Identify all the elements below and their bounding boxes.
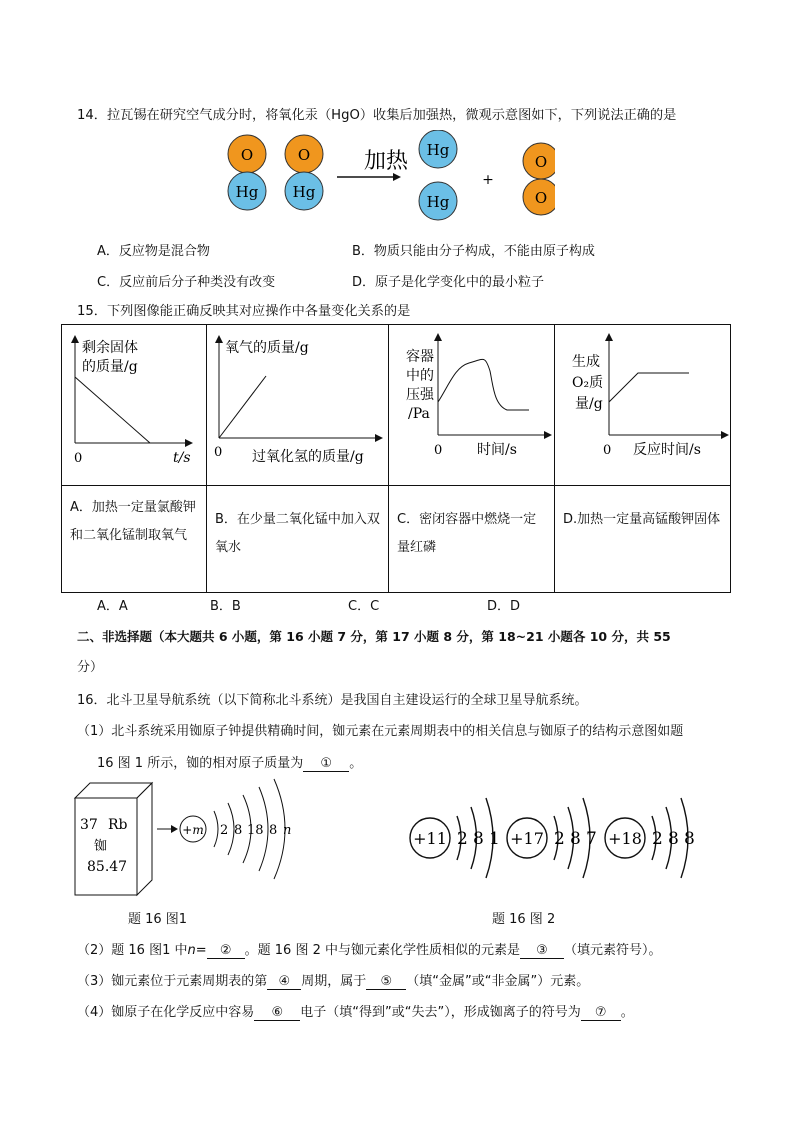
graph-c-ylabel-2: 中的 — [406, 368, 434, 384]
q14-stem: 14．拉瓦锡在研究空气成分时，将氧化汞（HgO）收集后加强热，微观示意图如下，下列说法正确的是 — [77, 108, 677, 123]
fig2-atoms — [405, 780, 705, 900]
atom-hg-label: Hg — [292, 183, 316, 201]
hg-atom-1 — [419, 130, 457, 168]
graph-a-cell — [62, 325, 207, 486]
q15-choice-c[interactable]: C．C — [348, 599, 380, 614]
svg-text:8: 8 — [269, 823, 278, 838]
heat-arrow-label: 加热 — [364, 149, 409, 174]
q16-part4: （4）铷原子在化学反应中容易 ⑥ 电子（填“得到”或“失去”），形成铷离子的符号为 ⑦ 。 — [77, 1005, 634, 1020]
graph-b-cell — [207, 325, 389, 486]
q14-option-d[interactable]: D．原子是化学变化中的最小粒子 — [352, 275, 545, 290]
hg-atom-2 — [419, 182, 457, 220]
rb-nucleus: +m — [182, 823, 204, 837]
graph-d — [555, 325, 731, 481]
svg-text:2: 2 — [554, 829, 565, 849]
graph-a — [62, 325, 207, 481]
graph-d-origin: 0 — [603, 443, 612, 458]
element-number: 37 — [80, 817, 98, 833]
svg-text:+11: +11 — [413, 829, 447, 848]
graph-d-ylabel-2: O₂质 — [572, 375, 604, 391]
svg-text:+17: +17 — [510, 829, 544, 848]
q15-choice-a[interactable]: A．A — [97, 599, 128, 614]
atom-o-label: O — [240, 146, 254, 164]
fig2-caption: 题 16 图 2 — [492, 912, 556, 927]
element-symbol: Rb — [108, 817, 128, 833]
element-name: 铷 — [94, 839, 108, 854]
svg-text:n: n — [283, 823, 292, 838]
q16-part3: （3）铷元素位于元素周期表的第 ④ 周期，属于 ⑤ （填“金属”或“非金属”）元素。 — [77, 974, 590, 989]
hgo-molecule-2 — [285, 135, 323, 210]
plus-sign: + — [482, 172, 494, 188]
graph-a-xlabel: t/s — [173, 450, 191, 466]
fig1-rubidium — [70, 776, 310, 906]
svg-text:7: 7 — [586, 829, 597, 849]
svg-text:2: 2 — [652, 829, 663, 849]
graph-a-ylabel-1: 剩余固体 — [82, 340, 138, 356]
graph-a-origin: 0 — [74, 451, 83, 466]
fig1-caption: 题 16 图1 — [128, 912, 188, 927]
blank-6[interactable]: ⑥ — [254, 1005, 300, 1021]
q15-cell-a: A．加热一定量氯酸钾和二氧化锰制取氧气 — [70, 500, 196, 543]
svg-text:8: 8 — [668, 829, 679, 849]
svg-text:8: 8 — [570, 829, 581, 849]
atom-na — [410, 798, 500, 878]
graph-d-ylabel-3: 量/g — [575, 396, 603, 412]
graph-b-xlabel: 过氧化氢的质量/g — [252, 449, 364, 465]
q15-cell-b: B．在少量二氧化锰中加入双氧水 — [215, 512, 380, 555]
graph-d-cell — [555, 325, 731, 486]
q14-option-c[interactable]: C．反应前后分子种类没有改变 — [97, 275, 276, 290]
atom-ar — [605, 798, 695, 878]
blank-3[interactable]: ③ — [520, 943, 564, 959]
q14-option-b[interactable]: B．物质只能由分子构成，不能由原子构成 — [352, 244, 595, 259]
graph-c-ylabel-3: 压强 — [406, 387, 434, 403]
element-card — [75, 783, 152, 895]
hgo-molecule-1 — [228, 135, 266, 210]
q16-stem: 16．北斗卫星导航系统（以下简称北斗系统）是我国自主建设运行的全球卫星导航系统。 — [77, 693, 588, 708]
element-mass: 85.47 — [87, 859, 128, 875]
graph-d-ylabel-1: 生成 — [572, 354, 600, 370]
q14-micro-diagram — [225, 130, 555, 222]
section2-heading-cont: 分） — [77, 660, 104, 675]
section2-heading: 二、非选择题（本大题共 6 小题，第 16 小题 7 分，第 17 小题 8 分，第 18~21 小题各 10 分，共 55 — [77, 629, 671, 644]
svg-text:18: 18 — [247, 823, 264, 838]
q16-part1-line2: 16 图 1 所示，铷的相对原子质量为 ① 。 — [97, 756, 363, 771]
svg-text:Hg: Hg — [426, 141, 450, 159]
graph-b — [207, 325, 389, 481]
graph-c — [389, 325, 555, 481]
graph-b-origin: 0 — [214, 445, 223, 460]
svg-text:+18: +18 — [608, 829, 642, 848]
svg-text:O: O — [534, 153, 548, 171]
graph-d-xlabel: 反应时间/s — [633, 442, 701, 458]
graph-a-ylabel-2: 的质量/g — [82, 359, 138, 375]
svg-text:2: 2 — [220, 823, 229, 838]
q14-option-a[interactable]: A．反应物是混合物 — [97, 244, 210, 259]
graph-b-ylabel: 氧气的质量/g — [225, 340, 309, 356]
atom-cl — [507, 798, 597, 878]
q16-part1-line1: （1）北斗系统采用铷原子钟提供精确时间，铷元素在元素周期表中的相关信息与铷原子的结构示意图如题 — [77, 724, 684, 739]
graph-c-ylabel-4: /Pa — [408, 406, 430, 422]
blank-1[interactable]: ① — [303, 756, 349, 772]
svg-text:8: 8 — [473, 829, 484, 849]
graph-c-cell — [389, 325, 555, 486]
q15-cell-d: D.加热一定量高锰酸钾固体 — [563, 512, 721, 527]
q15-cell-c: C．密闭容器中燃烧一定量红磷 — [397, 512, 537, 555]
svg-text:8: 8 — [234, 823, 243, 838]
q15-options-table — [61, 324, 731, 593]
q15-choice-d[interactable]: D．D — [487, 599, 521, 614]
graph-c-xlabel: 时间/s — [477, 442, 517, 458]
svg-text:Hg: Hg — [426, 193, 450, 211]
o2-molecule — [523, 143, 555, 215]
graph-c-ylabel-1: 容器 — [406, 349, 434, 365]
blank-7[interactable]: ⑦ — [581, 1005, 621, 1021]
rb-atom-structure — [180, 779, 291, 879]
q15-choice-b[interactable]: B．B — [210, 599, 241, 614]
blank-2[interactable]: ② — [207, 943, 245, 959]
graph-c-origin: 0 — [434, 443, 443, 458]
svg-text:1: 1 — [489, 829, 500, 849]
atom-hg-label: Hg — [235, 183, 259, 201]
q16-part2: （2）题 16 图1 中n= ② 。题 16 图 2 中与铷元素化学性质相似的元素是 ③ （填元素符号）。 — [77, 943, 662, 958]
atom-o-label: O — [297, 146, 311, 164]
blank-5[interactable]: ⑤ — [366, 974, 406, 990]
svg-text:O: O — [534, 189, 548, 207]
svg-text:8: 8 — [684, 829, 695, 849]
svg-text:2: 2 — [457, 829, 468, 849]
q15-stem: 15．下列图像能正确反映其对应操作中各量变化关系的是 — [77, 304, 411, 319]
blank-4[interactable]: ④ — [267, 974, 301, 990]
